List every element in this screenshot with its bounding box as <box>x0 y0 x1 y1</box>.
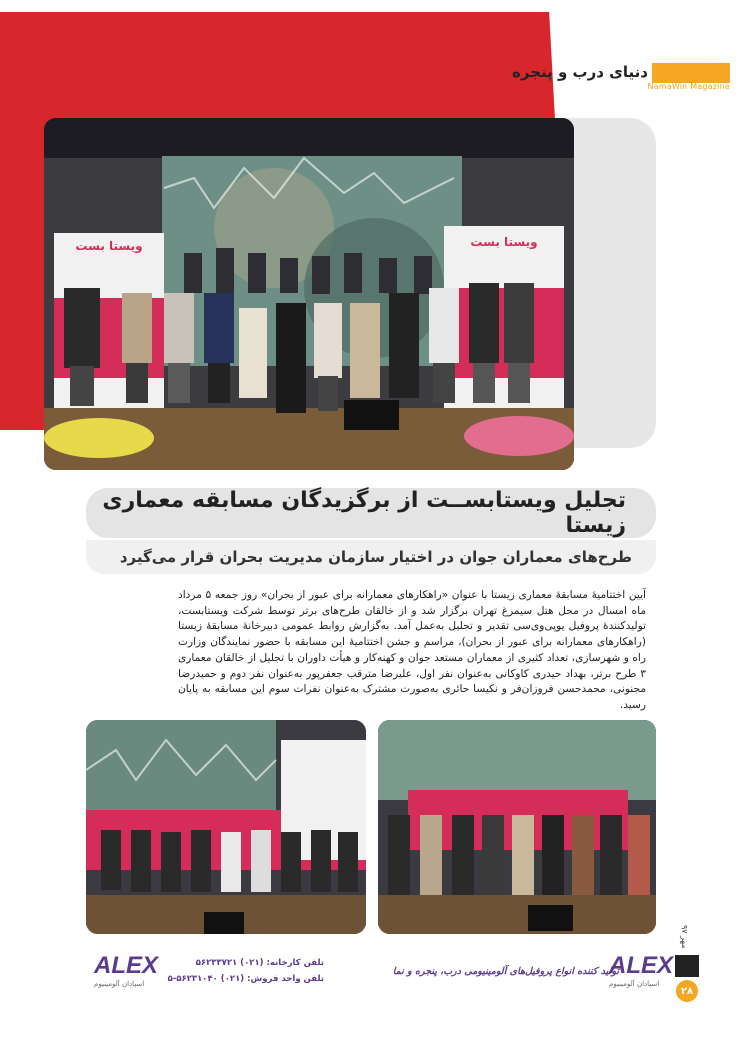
footer-ad <box>84 952 684 996</box>
article-subtitle-bar <box>86 540 656 574</box>
alex-sub-left: اسپادان آلومینیوم <box>94 980 145 988</box>
alex-logo-left: ALEX <box>94 952 159 979</box>
page-number: ۲۸ <box>676 980 698 1002</box>
banner-left-text: ویستا بست <box>75 239 143 253</box>
sales-phone: (۰۲۱) ۵۶۲۳۱۰۴۰-۵ <box>167 974 245 984</box>
alex-logo-right: ALEX <box>609 952 674 979</box>
factory-phone: (۰۲۱) ۵۶۲۳۳۷۲۱ <box>195 958 264 968</box>
logo-text: دنیای درب و پنجره <box>512 63 648 81</box>
banner-right-text: ویستا بست <box>470 235 538 249</box>
bottom-photo-right <box>378 720 656 934</box>
magazine-mini-logo-icon <box>675 955 699 977</box>
footer-tagline: تولید کننده انواع پروفیل‌های آلومینیومی درب، پنجره و نما <box>392 966 619 977</box>
logo-orange-bar <box>652 63 730 83</box>
factory-phone-label: تلفن کارخانه: <box>266 958 324 968</box>
factory-phone-line <box>154 958 324 968</box>
sales-phone-label: تلفن واحد فروش: <box>247 974 324 984</box>
logo-subtext: NamaWin Magazine <box>647 82 730 91</box>
bottom-photo-left <box>86 720 366 934</box>
main-event-photo <box>44 118 574 470</box>
alex-sub-right: اسپادان آلومینیوم <box>609 980 660 988</box>
issue-label: مهر ۹۷ <box>680 925 689 949</box>
article-title-bar <box>86 488 656 538</box>
article-subtitle: طرح‌های معماران جوان در اختیار سازمان مدیریت بحران قرار می‌گیرد <box>119 548 632 566</box>
article-body: آیین اختتامیهٔ مسابقهٔ معماری زیستا با عنوان «راهکارهای معمارانه برای عبور از بحران» روز جمعه ۵ مرداد ماه امسال در محل هتل سیمرغ تهران برگزار شد و از خالقان طرح‌های برتر توسط شرکت ویستابست، تولیدکنندهٔ پروفیل یوپی‌وی‌سی تقدیر و تجلیل به‌عمل آمد. به‌گزارش روابط عمومی دبیرخانهٔ مسابقهٔ زیستا (راهکارهای معمارانه برای عبور از بحران)، مراسم و جشن اختتامیهٔ این مسابقه با حضور نمایندگان وزارت راه و شهرسازی، تعداد کثیری از معماران مستعد جوان و کهنه‌کار و هیأت داوران با تجلیل از خالقان معماری ۳ طرح برتر، بهداد حیدری کاوکانی به‌عنوان نفر اول، علیرضا مترقب جعفرپور به‌عنوان نفر دوم و حمیدرضا مجنونی، محمدحسن فروزان‌فر و نکیسا حائری به‌صورت مشترک به‌عنوان نفرات سوم این مسابقه به پایان رسید. <box>178 589 647 711</box>
sales-phone-line <box>154 974 324 984</box>
article-title: تجلیل ویستابســت از برگزیدگان مسابقه معماری زیستا <box>102 488 626 538</box>
magazine-logo <box>512 63 730 93</box>
